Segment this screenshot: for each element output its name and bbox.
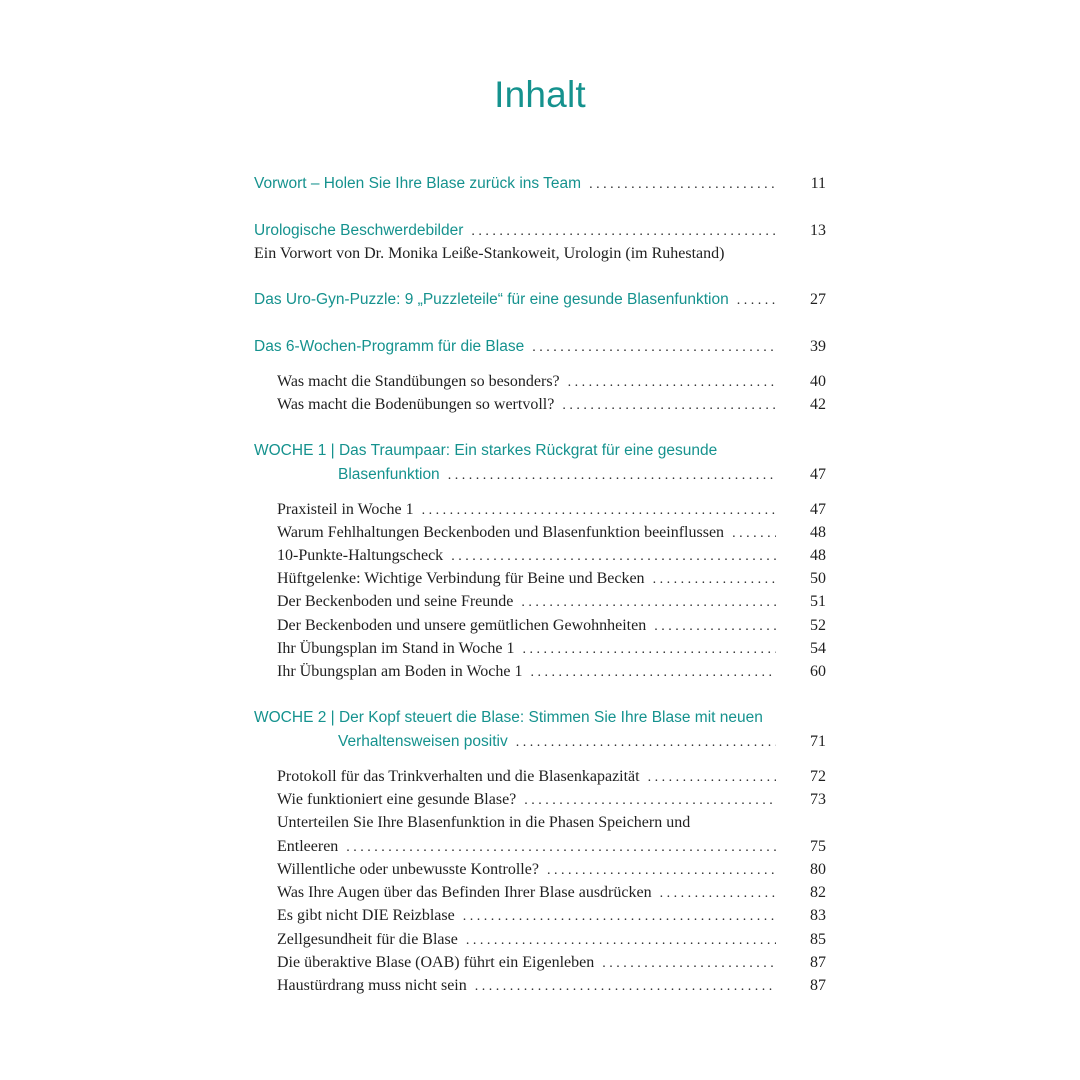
toc-page-number: 75 [810, 838, 826, 855]
toc-page-number: 73 [810, 791, 826, 808]
toc-entry-label: Was Ihre Augen über das Befinden Ihrer Blase ausdrücken [277, 884, 652, 901]
toc-page-number: 87 [810, 954, 826, 971]
toc-entry-label: Urologische Beschwerdebilder [254, 222, 464, 239]
toc-subentry[interactable] [277, 928, 826, 952]
toc-entry-label: Entleeren [277, 838, 339, 855]
toc-page-number: 83 [810, 907, 826, 924]
toc-entry-6-wochen-programm[interactable] [254, 335, 826, 359]
toc-subentry[interactable] [277, 904, 826, 928]
toc-page-number: 87 [810, 977, 826, 994]
toc-page-number: 85 [810, 931, 826, 948]
toc-page-number: 54 [810, 640, 826, 657]
toc-entry-note: Ein Vorwort von Dr. Monika Leiße-Stankoweit, Urologin (im Ruhestand) [254, 245, 725, 262]
toc-entry-label: Praxisteil in Woche 1 [277, 501, 414, 518]
toc-page-number: 72 [810, 768, 826, 785]
toc-subentry[interactable] [277, 521, 826, 545]
toc-subentry[interactable] [277, 370, 826, 394]
toc-entry-label: Vorwort – Holen Sie Ihre Blase zurück ins Team [254, 175, 582, 192]
toc-entry-label: Ihr Übungsplan im Stand in Woche 1 [277, 640, 515, 657]
dot-leader [532, 336, 776, 360]
toc-subentry[interactable] [277, 858, 826, 882]
toc-subentry[interactable] [277, 660, 826, 684]
dot-leader [422, 499, 776, 523]
toc-entry-woche-1-continued[interactable] [338, 463, 826, 487]
toc-page-number: 42 [810, 396, 826, 413]
toc-entry-label: Ihr Übungsplan am Boden in Woche 1 [277, 663, 523, 680]
toc-entry-label: Blasenfunktion [338, 466, 440, 483]
toc-entry-label: Willentliche oder unbewusste Kontrolle? [277, 861, 539, 878]
dot-leader [523, 638, 777, 662]
toc-page-number: 71 [810, 733, 826, 750]
toc-entry-label: Der Beckenboden und seine Freunde [277, 593, 514, 610]
dot-leader [562, 394, 776, 418]
dot-leader [732, 522, 776, 546]
dot-leader [602, 952, 776, 976]
toc-entry-label: Es gibt nicht DIE Reizblase [277, 907, 455, 924]
toc-entry-woche-2-continued[interactable] [338, 730, 826, 754]
toc-page-number: 47 [810, 501, 826, 518]
toc-entry-vorwort[interactable] [254, 172, 826, 196]
toc-entry-label: Was macht die Standübungen so besonders? [277, 373, 560, 390]
toc-subentry[interactable] [277, 637, 826, 661]
toc-entry-label: Das Uro-Gyn-Puzzle: 9 „Puzzleteile“ für eine gesunde Blasenfunktion [254, 291, 729, 308]
toc-entry-label: Die überaktive Blase (OAB) führt ein Eigenleben [277, 954, 595, 971]
toc-entry-label: Haustürdrang muss nicht sein [277, 977, 467, 994]
toc-page-number: 48 [810, 524, 826, 541]
toc-entry-label: Wie funktioniert eine gesunde Blase? [277, 791, 517, 808]
toc-page-number: 51 [810, 593, 826, 610]
toc-subentry[interactable] [277, 567, 826, 591]
dot-leader [448, 464, 776, 488]
toc-entry-label: Hüftgelenke: Wichtige Verbindung für Beine und Becken [277, 570, 645, 587]
toc-subentry[interactable] [277, 498, 826, 522]
toc-entry-label: 10-Punkte-Haltungscheck [277, 547, 444, 564]
toc-page-number: 40 [810, 373, 826, 390]
toc-entry-label: Verhaltensweisen positiv [338, 733, 508, 750]
toc-subentry[interactable] [277, 393, 826, 417]
toc-subentry[interactable] [277, 765, 826, 789]
toc-page-number: 82 [810, 884, 826, 901]
toc-page-number: 48 [810, 547, 826, 564]
toc-subentry[interactable] [277, 544, 826, 568]
toc-subentry[interactable] [277, 590, 826, 614]
toc-entry-woche-2[interactable] [254, 706, 826, 730]
toc-entry-woche-1[interactable] [254, 439, 826, 463]
dot-leader [475, 975, 776, 999]
toc-page-number: 60 [810, 663, 826, 680]
dot-leader [471, 220, 776, 244]
toc-entry-urologische-beschwerdebilder[interactable] [254, 219, 826, 243]
toc-entry-label: Protokoll für das Trinkverhalten und die Blasenkapazität [277, 768, 640, 785]
page-title: Inhalt [494, 74, 586, 115]
toc-entry-label: Zellgesundheit für die Blase [277, 931, 458, 948]
toc-page-number: 13 [810, 222, 826, 239]
toc-entry-label: WOCHE 2 | Der Kopf steuert die Blase: Stimmen Sie Ihre Blase mit neuen [254, 709, 763, 726]
toc-entry-label: Das 6-Wochen-Programm für die Blase [254, 338, 525, 355]
toc-entry-uro-gyn-puzzle[interactable] [254, 288, 826, 312]
dot-leader [521, 591, 776, 615]
dot-leader [463, 905, 776, 929]
dot-leader [654, 615, 776, 639]
toc-entry-label: WOCHE 1 | Das Traumpaar: Ein starkes Rückgrat für eine gesunde [254, 442, 718, 459]
toc-page-number: 50 [810, 570, 826, 587]
toc-entry-label: Der Beckenboden und unsere gemütlichen Gewohnheiten [277, 617, 647, 634]
toc-subentry[interactable] [277, 881, 826, 905]
dot-leader [648, 766, 776, 790]
toc-page-number: 52 [810, 617, 826, 634]
toc-page-number: 27 [810, 291, 826, 308]
toc-entry-label: Was macht die Bodenübungen so wertvoll? [277, 396, 555, 413]
toc-page-number: 80 [810, 861, 826, 878]
dot-leader [589, 173, 776, 197]
dot-leader [653, 568, 776, 592]
toc-subentry[interactable] [277, 614, 826, 638]
dot-leader [530, 661, 776, 685]
toc-subentry[interactable] [277, 951, 826, 975]
dot-leader [466, 929, 776, 953]
toc-subentry[interactable] [277, 788, 826, 812]
toc-page-number: 11 [810, 175, 826, 192]
dot-leader [346, 836, 776, 860]
toc-subentry[interactable] [277, 974, 826, 998]
dot-leader [547, 859, 776, 883]
toc-page-number: 39 [810, 338, 826, 355]
toc-page-number: 47 [810, 466, 826, 483]
dot-leader [660, 882, 776, 906]
toc-subentry[interactable]: Unterteilen Sie Ihre Blasenfunktion in die Phasen Speichern und [277, 814, 691, 831]
dot-leader [524, 789, 776, 813]
dot-leader [451, 545, 776, 569]
dot-leader [516, 731, 776, 755]
toc-entry-label: Warum Fehlhaltungen Beckenboden und Blasenfunktion beeinflussen [277, 524, 725, 541]
dot-leader [568, 371, 776, 395]
toc-subentry-continued[interactable] [277, 835, 826, 859]
dot-leader [737, 289, 776, 313]
